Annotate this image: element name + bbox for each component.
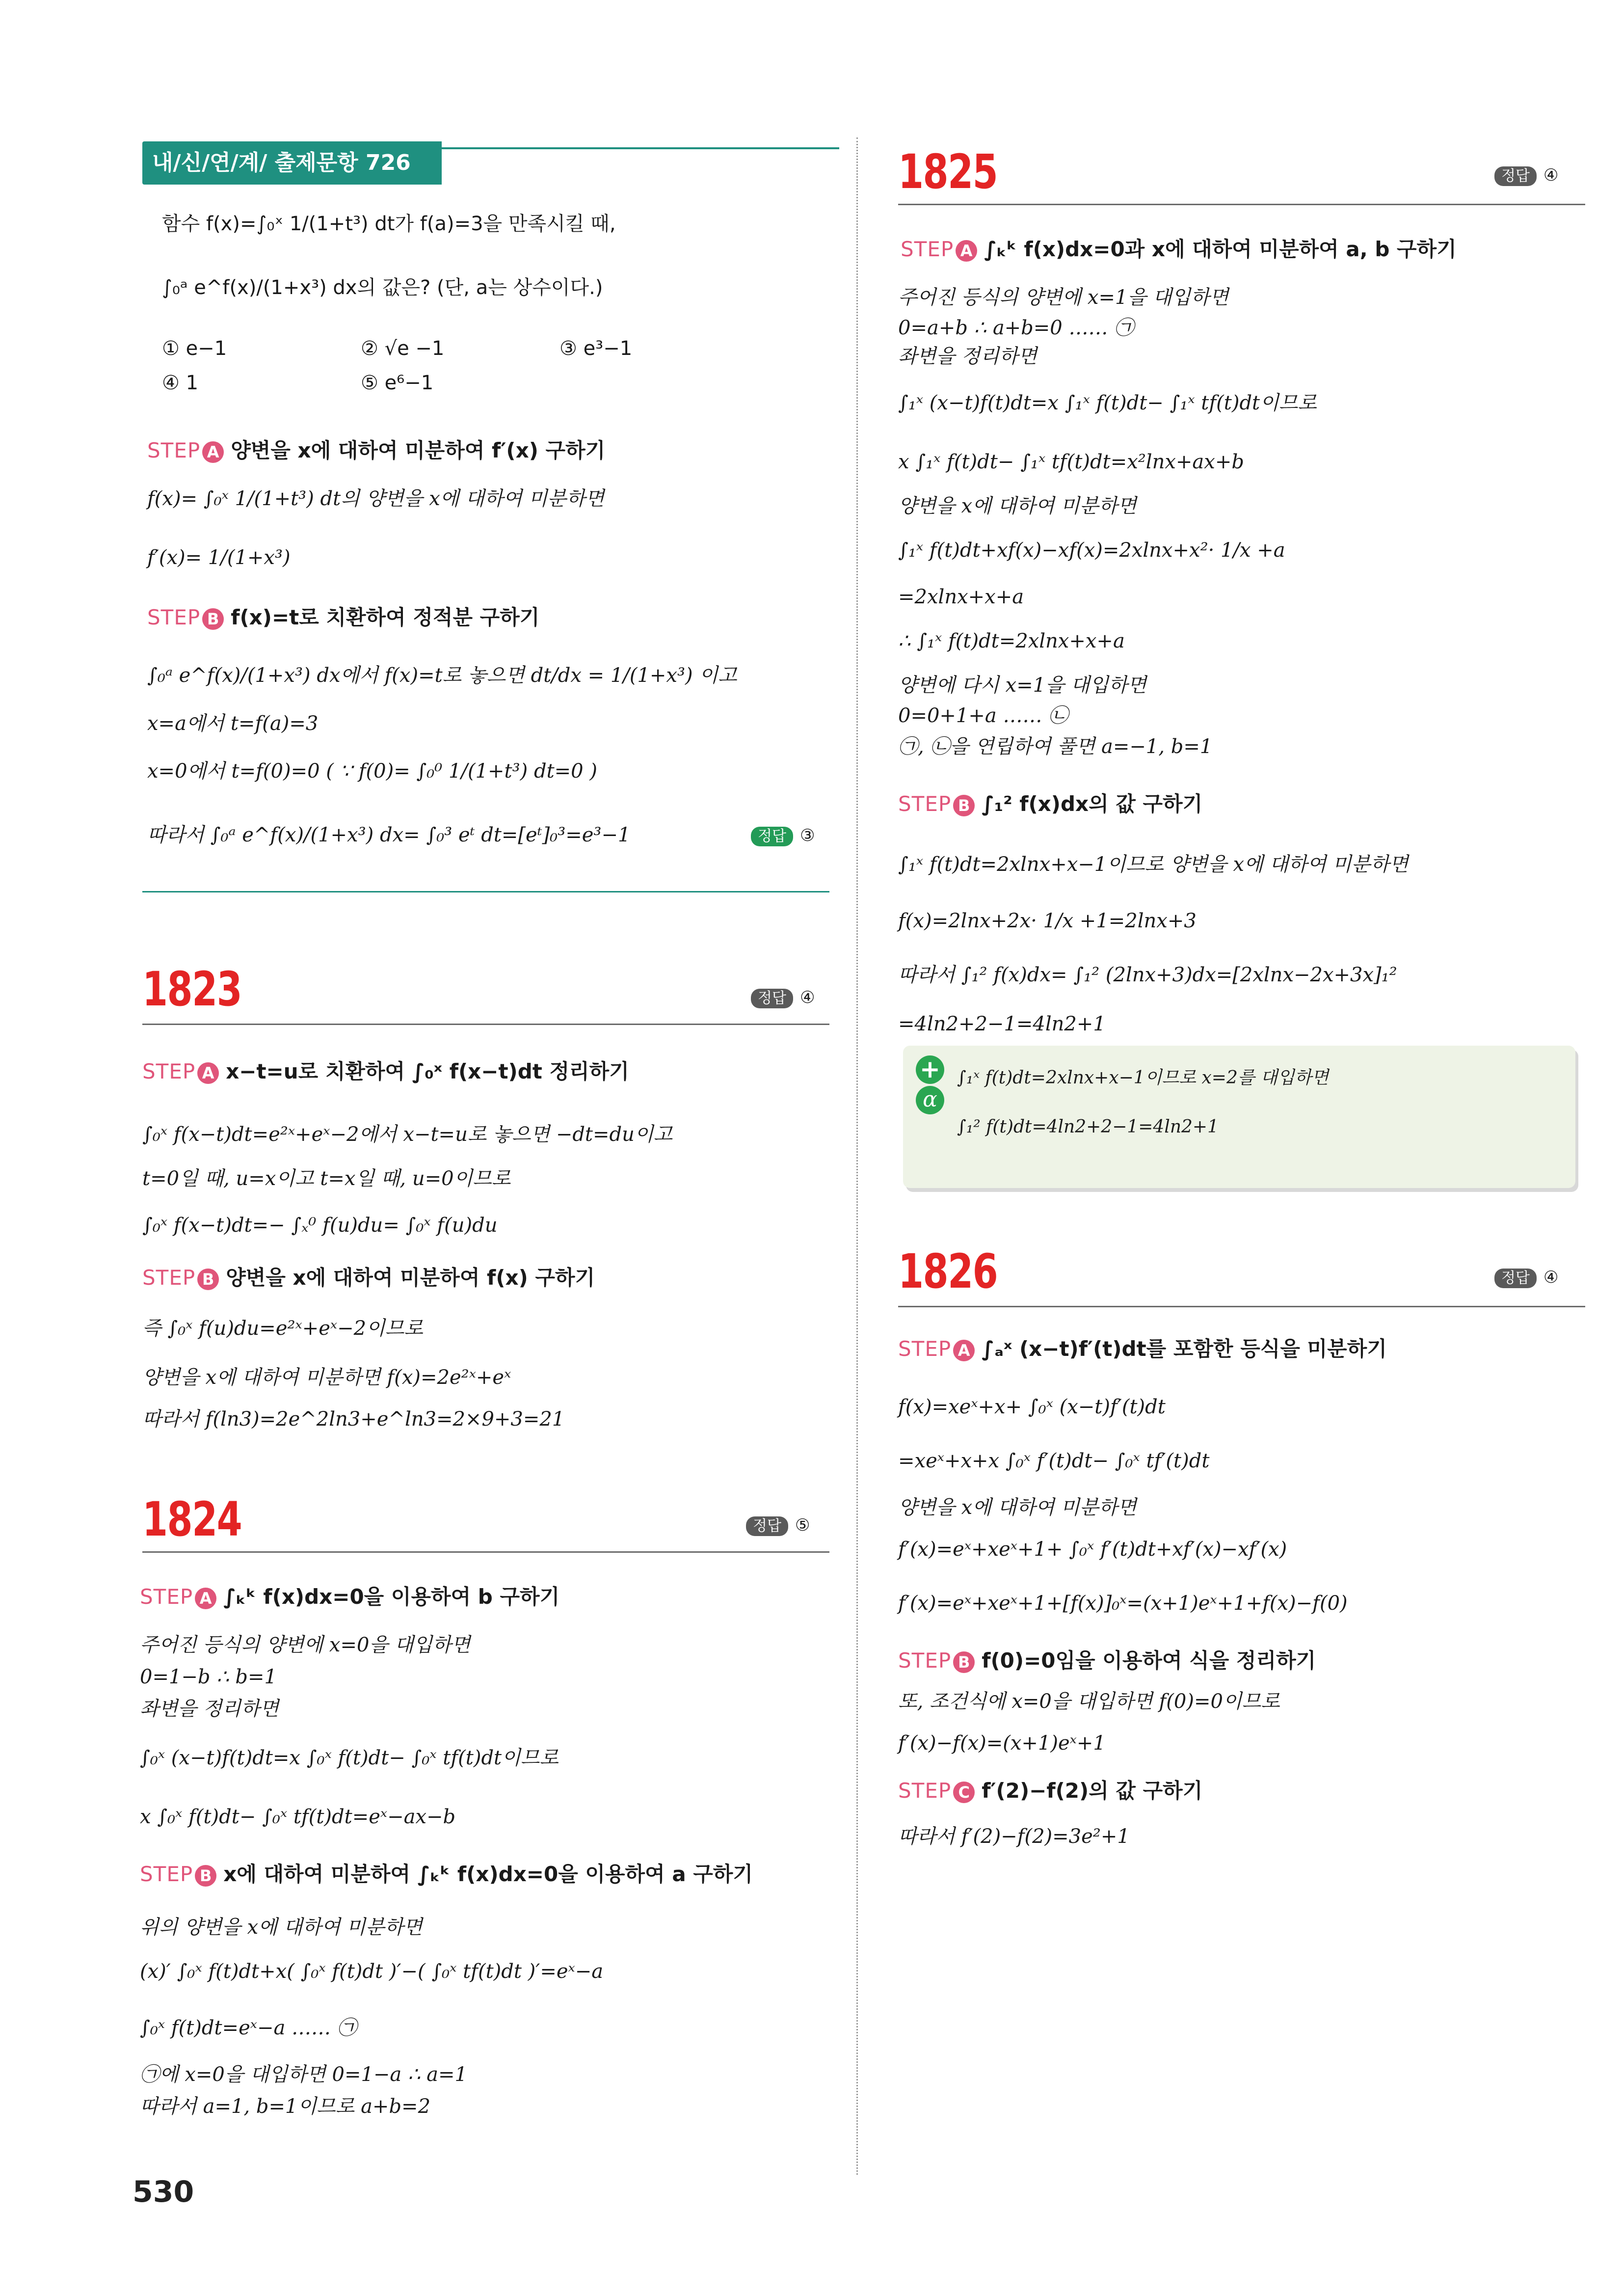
p1825-a-line-10: 양변에 다시 x=1을 대입하면 — [898, 674, 1147, 697]
s726-b-line-2: x=a에서 t=f(a)=3 — [147, 712, 319, 735]
p1825-a-line-2: 0=a+b ∴ a+b=0 …… ㉠ — [898, 317, 1134, 339]
p1823-a-line-1: ∫₀ˣ f(x−t)dt=e²ˣ+eˣ−2에서 x−t=u로 놓으면 −dt=du이고 — [142, 1123, 673, 1146]
s726-b-line-4: 따라서 ∫₀ᵃ e^f(x)/(1+x³) dx= ∫₀³ eᵗ dt=[eᵗ]₀³=e³−1 — [147, 824, 631, 846]
p1825-answer — [1494, 164, 1558, 186]
answer-value: ⑤ — [795, 1515, 810, 1535]
p1824-step-b-title: x에 대하여 미분하여 ∫ₖᵏ f(x)dx=0을 이용하여 a 구하기 — [223, 1862, 753, 1886]
step-a-icon: A — [197, 1062, 219, 1084]
answer-badge: 정답 — [746, 1516, 788, 1536]
p1826-b-line-1: 또, 조건식에 x=0을 대입하면 f(0)=0이므로 — [898, 1690, 1280, 1713]
step-tag: STEP — [898, 1648, 952, 1673]
p1824-b-line-2: (x)′ ∫₀ˣ f(t)dt+x( ∫₀ˣ f(t)dt )′−( ∫₀ˣ tf(t)dt )′=eˣ−a — [140, 1960, 604, 1983]
s726-step-b-title: f(x)=t로 치환하여 정적분 구하기 — [231, 605, 540, 629]
choice-4[interactable]: ④ 1 — [162, 372, 199, 394]
step-b-icon: B — [202, 608, 224, 630]
p1825-step-b — [898, 790, 1202, 818]
p1825-b-line-4: =4ln2+2−1=4ln2+1 — [898, 1013, 1106, 1035]
answer-value: ④ — [799, 988, 815, 1007]
p1824-b-line-4: ㉠에 x=0을 대입하면 0=1−a ∴ a=1 — [140, 2063, 467, 2086]
answer-value: ④ — [1543, 165, 1559, 185]
p1825-a-line-5: x ∫₁ˣ f(t)dt− ∫₁ˣ tf(t)dt=x²lnx+ax+b — [898, 451, 1244, 473]
p1824-step-a — [140, 1583, 559, 1611]
p1825-a-line-11: 0=0+1+a …… ㉡ — [898, 704, 1068, 727]
p1825-a-line-8: =2xlnx+x+a — [898, 586, 1024, 608]
step-b-icon: B — [195, 1865, 216, 1887]
p1824-b-line-3: ∫₀ˣ f(t)dt=eˣ−a …… ㉠ — [140, 2017, 357, 2039]
p1826-a-line-3: 양변을 x에 대하여 미분하면 — [898, 1496, 1137, 1519]
choice-5[interactable]: ⑤ e⁶−1 — [361, 372, 434, 394]
p1825-a-line-7: ∫₁ˣ f(t)dt+xf(x)−xf(x)=2xlnx+x²· 1/x +a — [898, 539, 1285, 562]
answer-badge: 정답 — [751, 989, 793, 1008]
step-tag: STEP — [142, 1059, 196, 1083]
step-a-icon: A — [202, 441, 224, 463]
step-tag: STEP — [898, 1337, 952, 1361]
p1824-answer — [746, 1514, 810, 1536]
p1823-answer — [751, 987, 815, 1008]
problem-number-1823: 1823 — [142, 962, 242, 1017]
p1826-c-line-1: 따라서 f′(2)−f(2)=3e²+1 — [898, 1825, 1130, 1848]
s726-end-rule — [142, 891, 829, 892]
p1826-answer — [1494, 1267, 1558, 1288]
p1826-step-b-title: f(0)=0임을 이용하여 식을 정리하기 — [982, 1648, 1316, 1673]
column-divider — [856, 137, 858, 2175]
p1826-rule — [898, 1306, 1585, 1307]
p1826-b-line-2: f′(x)−f(x)=(x+1)eˣ+1 — [898, 1732, 1106, 1755]
s726-step-a — [147, 437, 605, 464]
s726-step-a-title: 양변을 x에 대하여 미분하여 f′(x) 구하기 — [231, 438, 606, 462]
p1824-a-line-3: 좌변을 정리하면 — [140, 1698, 279, 1720]
p1825-step-a — [901, 236, 1457, 263]
p1824-a-line-2: 0=1−b ∴ b=1 — [140, 1666, 277, 1688]
p1824-b-line-5: 따라서 a=1, b=1이므로 a+b=2 — [140, 2095, 431, 2118]
p1823-step-a-title: x−t=u로 치환하여 ∫₀ˣ f(x−t)dt 정리하기 — [226, 1059, 629, 1083]
p1824-step-b — [140, 1861, 753, 1888]
step-a-icon: A — [195, 1588, 216, 1609]
s726-a-line-1: f(x)= ∫₀ˣ 1/(1+t³) dt의 양변을 x에 대하여 미분하면 — [147, 487, 605, 510]
p1823-b-line-1: 즉 ∫₀ˣ f(u)du=e²ˣ+eˣ−2이므로 — [142, 1317, 423, 1340]
p1825-a-line-1: 주어진 등식의 양변에 x=1을 대입하면 — [898, 286, 1229, 309]
answer-badge: 정답 — [1494, 166, 1537, 186]
question-line-2: ∫₀ᵃ e^f(x)/(1+x³) dx의 값은? (단, a는 상수이다.) — [162, 276, 603, 299]
p1823-b-line-2: 양변을 x에 대하여 미분하면 f(x)=2e²ˣ+eˣ — [142, 1366, 511, 1389]
choice-1[interactable]: ① e−1 — [162, 337, 227, 360]
step-c-icon: C — [953, 1782, 975, 1803]
banner-rule — [442, 147, 839, 149]
problem-number-1826: 1826 — [898, 1244, 998, 1299]
p1826-a-line-1: f(x)=xeˣ+x+ ∫₀ˣ (x−t)f′(t)dt — [898, 1396, 1166, 1418]
tip-line-1: ∫₁ˣ f(t)dt=2xlnx+x−1이므로 x=2를 대입하면 — [957, 1068, 1329, 1088]
p1823-step-a — [142, 1058, 629, 1085]
p1824-b-line-1: 위의 양변을 x에 대하여 미분하면 — [140, 1916, 423, 1939]
p1826-step-c-title: f′(2)−f(2)의 값 구하기 — [982, 1779, 1203, 1803]
step-a-icon: A — [956, 240, 977, 262]
p1825-rule — [898, 204, 1585, 205]
step-tag: STEP — [140, 1862, 193, 1886]
s726-a-line-2: f′(x)= 1/(1+x³) — [147, 546, 291, 569]
answer-badge: 정답 — [1494, 1269, 1537, 1288]
p1826-step-a — [898, 1335, 1387, 1363]
step-b-icon: B — [953, 1651, 975, 1673]
p1825-b-line-2: f(x)=2lnx+2x· 1/x +1=2lnx+3 — [898, 910, 1197, 932]
step-tag: STEP — [140, 1585, 193, 1609]
p1824-a-line-5: x ∫₀ˣ f(t)dt− ∫₀ˣ tf(t)dt=eˣ−ax−b — [140, 1806, 456, 1828]
s726-b-line-1: ∫₀ᵃ e^f(x)/(1+x³) dx에서 f(x)=t로 놓으면 dt/dx = 1/(1+x³) 이고 — [147, 664, 737, 687]
step-a-icon: A — [953, 1340, 975, 1361]
p1825-a-line-12: ㉠, ㉡을 연립하여 풀면 a=−1, b=1 — [898, 735, 1213, 758]
answer-value: ④ — [1543, 1268, 1559, 1287]
step-tag: STEP — [898, 1779, 952, 1803]
step-b-icon: B — [197, 1269, 219, 1290]
p1824-step-a-title: ∫ₖᵏ f(x)dx=0을 이용하여 b 구하기 — [223, 1585, 560, 1609]
step-tag: STEP — [901, 237, 954, 261]
p1825-a-line-3: 좌변을 정리하면 — [898, 345, 1038, 368]
p1826-a-line-5: f′(x)=eˣ+xeˣ+1+[f(x)]₀ˣ=(x+1)eˣ+1+f(x)−f(0) — [898, 1592, 1348, 1615]
p1825-b-line-3: 따라서 ∫₁² f(x)dx= ∫₁² (2lnx+3)dx=[2xlnx−2x+3x]₁² — [898, 964, 1397, 986]
p1823-a-line-2: t=0일 때, u=x이고 t=x일 때, u=0이므로 — [142, 1167, 511, 1190]
p1826-step-c — [898, 1777, 1202, 1805]
problem-number-1825: 1825 — [898, 144, 998, 199]
p1825-step-b-title: ∫₁² f(x)dx의 값 구하기 — [982, 792, 1203, 816]
step-b-icon: B — [953, 795, 975, 816]
problem-number-1824: 1824 — [142, 1492, 242, 1547]
step-tag: STEP — [898, 792, 952, 816]
s726-answer — [751, 825, 815, 846]
s726-step-b — [147, 604, 539, 631]
p1824-a-line-4: ∫₀ˣ (x−t)f(t)dt=x ∫₀ˣ f(t)dt− ∫₀ˣ tf(t)dt이므로 — [140, 1747, 559, 1769]
choice-3[interactable]: ③ e³−1 — [559, 337, 633, 360]
p1825-a-line-4: ∫₁ˣ (x−t)f(t)dt=x ∫₁ˣ f(t)dt− ∫₁ˣ tf(t)dt이므로 — [898, 392, 1317, 414]
s726-b-line-3: x=0에서 t=f(0)=0 ( ∵ f(0)= ∫₀⁰ 1/(1+t³) dt=0 ) — [147, 760, 597, 783]
page-number: 530 — [133, 2175, 194, 2209]
step-tag: STEP — [147, 605, 201, 629]
p1824-a-line-1: 주어진 등식의 양변에 x=0을 대입하면 — [140, 1634, 471, 1656]
step-tag: STEP — [147, 438, 201, 462]
section-banner: 내/신/연/계/ 출제문항 726 — [142, 141, 442, 185]
p1823-a-line-3: ∫₀ˣ f(x−t)dt=− ∫ₓ⁰ f(u)du= ∫₀ˣ f(u)du — [142, 1214, 498, 1237]
p1823-rule — [142, 1024, 829, 1025]
p1825-a-line-6: 양변을 x에 대하여 미분하면 — [898, 495, 1137, 517]
question-line-1: 함수 f(x)=∫₀ˣ 1/(1+t³) dt가 f(a)=3을 만족시킬 때, — [162, 213, 616, 235]
p1826-step-b — [898, 1647, 1316, 1675]
p1826-a-line-4: f′(x)=eˣ+xeˣ+1+ ∫₀ˣ f′(t)dt+xf′(x)−xf′(x) — [898, 1538, 1287, 1561]
p1823-b-line-3: 따라서 f(ln3)=2e^2ln3+e^ln3=2×9+3=21 — [142, 1408, 565, 1431]
p1825-a-line-9: ∴ ∫₁ˣ f(t)dt=2xlnx+x+a — [898, 630, 1125, 652]
tip-box — [903, 1046, 1575, 1188]
p1823-step-b-title: 양변을 x에 대하여 미분하여 f(x) 구하기 — [226, 1266, 595, 1290]
answer-value: ③ — [799, 826, 815, 845]
p1824-rule — [142, 1551, 829, 1553]
choice-2[interactable]: ② √e −1 — [361, 337, 445, 360]
answer-badge: 정답 — [751, 827, 793, 846]
p1826-a-line-2: =xeˣ+x+x ∫₀ˣ f′(t)dt− ∫₀ˣ tf′(t)dt — [898, 1450, 1210, 1472]
p1823-step-b — [142, 1264, 595, 1292]
tip-line-2: ∫₁² f(t)dt=4ln2+2−1=4ln2+1 — [957, 1117, 1219, 1137]
p1825-b-line-1: ∫₁ˣ f(t)dt=2xlnx+x−1이므로 양변을 x에 대하여 미분하면 — [898, 853, 1409, 876]
p1825-step-a-title: ∫ₖᵏ f(x)dx=0과 x에 대하여 미분하여 a, b 구하기 — [984, 237, 1457, 261]
step-tag: STEP — [142, 1266, 196, 1290]
plus-alpha-icon: + α — [913, 1055, 947, 1124]
p1826-step-a-title: ∫ₐˣ (x−t)f′(t)dt를 포함한 등식을 미분하기 — [982, 1337, 1387, 1361]
